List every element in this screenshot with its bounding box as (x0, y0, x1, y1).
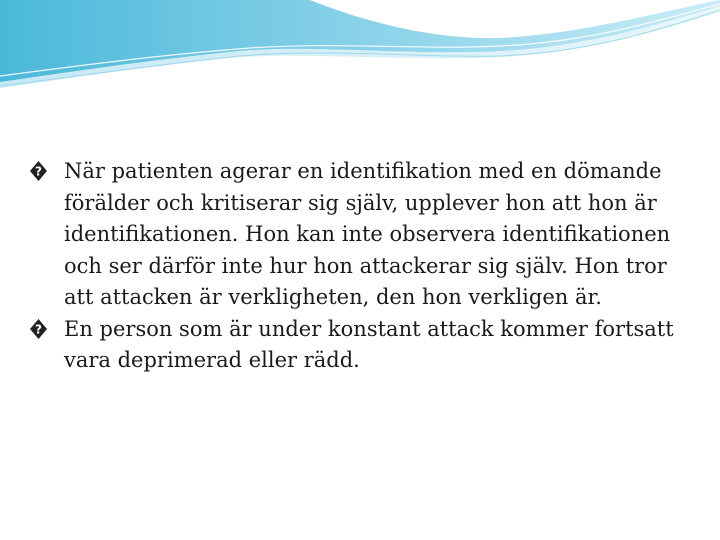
slide-body (30, 156, 700, 377)
bullet-text: En person som är under konstant attack kommer fortsatt vara deprimerad eller rädd. (64, 316, 674, 372)
svg-text:?: ? (35, 322, 42, 336)
replacement-character-icon (30, 161, 47, 181)
header-wave-decoration (0, 0, 720, 90)
bullet-item (30, 156, 700, 314)
bullet-text: När patienten agerar en identifikation med en dömande förälder och kritiserar sig själv, upplever hon att hon är identifikationen. Hon kan inte observera identifikationen och ser därför inte hur hon attackerar sig själv. Hon tror att attacken är verkligheten, den hon verkligen är. (64, 159, 671, 309)
replacement-character-icon (30, 319, 47, 339)
svg-text:?: ? (35, 164, 42, 179)
bullet-item (30, 314, 700, 377)
